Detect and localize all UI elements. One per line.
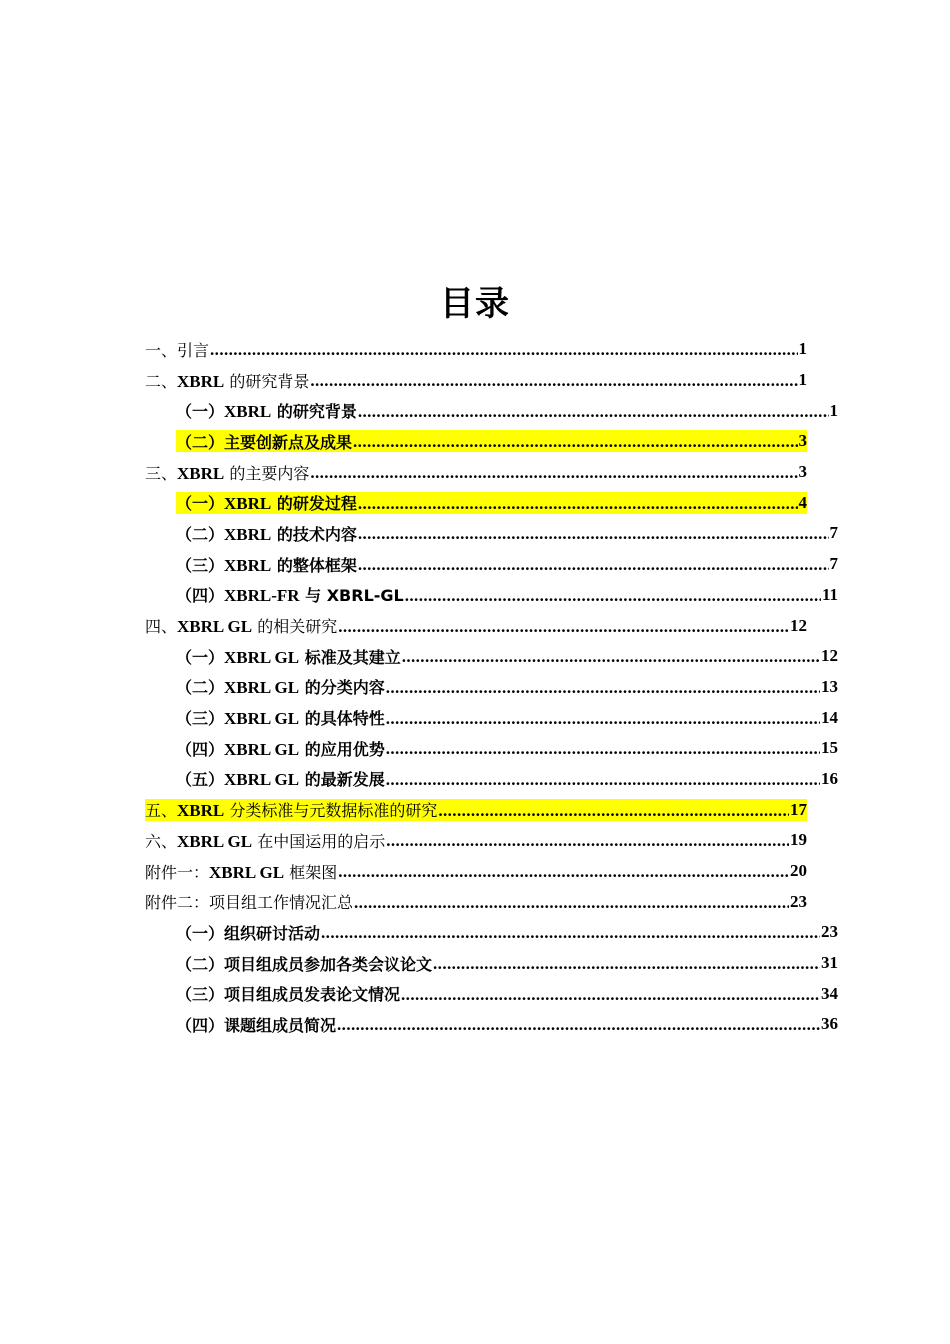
toc-entry-label (176, 982, 400, 1005)
toc-entry-prefix: 四、 (145, 617, 178, 637)
toc-entry-label (145, 614, 337, 637)
toc-entry[interactable] (145, 580, 838, 611)
toc-page-number: 23 (821, 922, 838, 942)
toc-entry-label (145, 369, 309, 392)
toc-entry[interactable] (145, 365, 807, 396)
toc-leader-dots (358, 402, 829, 422)
toc-entry-text: 标准及其建立 (299, 647, 401, 667)
toc-entry-prefix: （四） (176, 586, 225, 606)
toc-entry[interactable] (145, 886, 807, 917)
toc-entry-latin: XBRL GL (224, 709, 300, 729)
toc-page-number: 16 (821, 768, 838, 788)
toc-entry-prefix: （一） (176, 402, 225, 422)
toc-entry-label (145, 461, 309, 484)
toc-entry-label (145, 798, 437, 821)
toc-page-number: 13 (821, 676, 838, 696)
toc-entry-prefix: （五） (176, 770, 225, 790)
toc-entry-text: 的研究背景 (271, 402, 357, 422)
toc-leader-dots (401, 985, 820, 1005)
toc-entry-text: 项目组成员参加各类会议论文 (224, 954, 433, 974)
toc-entry-text: 的最新发展 (299, 770, 385, 790)
toc-entry-text: 课题组成员简况 (224, 1015, 337, 1035)
toc-entry-text: 的相关研究 (252, 617, 338, 637)
toc-entry-latin: XBRL (224, 494, 272, 514)
toc-page-number: 12 (790, 615, 807, 635)
toc-leader-dots (386, 739, 820, 759)
toc-page-number: 19 (790, 830, 807, 850)
toc-page-number: 14 (821, 707, 838, 727)
toc-entry-prefix: 六、 (145, 831, 178, 851)
toc-entry-prefix: （三） (176, 555, 225, 575)
toc-entry-label (176, 952, 432, 975)
toc-entry-prefix: （二） (176, 524, 225, 544)
toc-entry[interactable] (145, 334, 807, 365)
toc-page-number: 11 (821, 584, 838, 604)
toc-page-number: 7 (829, 523, 838, 543)
toc-entry-label (176, 491, 357, 514)
toc-page-number: 36 (821, 1014, 838, 1034)
toc-entry-prefix: （二） (176, 954, 225, 974)
toc-entry-latin: XBRL (224, 524, 272, 544)
toc-entry[interactable] (145, 457, 807, 488)
toc-entry-label (176, 767, 385, 790)
toc-entry-label (176, 706, 385, 729)
toc-entry-text: 的研发过程 (271, 494, 357, 514)
toc-entry-prefix: （一） (176, 647, 225, 667)
toc-leader-dots (338, 862, 789, 882)
toc-leader-dots (338, 617, 789, 637)
toc-leader-dots (386, 770, 820, 790)
toc-entry-label (145, 338, 209, 361)
toc-entry-prefix: 二、 (145, 371, 178, 391)
toc-entry-text: 的应用优势 (299, 739, 385, 759)
toc-entry[interactable] (145, 426, 807, 457)
toc-leader-dots (358, 524, 829, 544)
toc-entry[interactable] (145, 948, 838, 979)
toc-entry[interactable] (145, 395, 838, 426)
toc-entry-label (176, 553, 357, 576)
toc-entry[interactable] (145, 764, 838, 795)
toc-entry-text: 分类标准与元数据标准的研究 (224, 801, 438, 821)
toc-entry-latin: XBRL GL (209, 862, 285, 882)
toc-entry[interactable] (145, 825, 807, 856)
toc-entry-latin: XBRL-FR (224, 586, 300, 606)
toc-entry-latin: XBRL (177, 463, 225, 483)
toc-entry-text: 引言 (177, 340, 210, 360)
toc-entry-latin: XBRL (177, 801, 225, 821)
toc-page-number: 1 (829, 400, 838, 420)
toc-entry-text: 的整体框架 (271, 555, 357, 575)
toc-entry-label (176, 921, 320, 944)
toc-entry-label (176, 1013, 336, 1036)
toc-entry-prefix: 三、 (145, 463, 178, 483)
toc-entry-prefix: （四） (176, 1015, 225, 1035)
toc-leader-dots (354, 893, 789, 913)
toc-entry-label (176, 737, 385, 760)
toc-page-number: 4 (798, 492, 807, 512)
toc-page-number: 7 (829, 554, 838, 574)
toc-page-number: 17 (790, 799, 807, 819)
toc-entry-latin: XBRL (224, 402, 272, 422)
toc-entry-label (176, 583, 404, 606)
toc-entry-prefix: （二） (176, 432, 225, 452)
toc-page-number: 15 (821, 738, 838, 758)
toc-entry-prefix: 五、 (145, 801, 178, 821)
toc-leader-dots (438, 801, 789, 821)
toc-entry[interactable] (145, 978, 838, 1009)
toc-entry[interactable] (145, 733, 838, 764)
toc-entry-prefix: （二） (176, 678, 225, 698)
toc-leader-dots (402, 647, 820, 667)
toc-leader-dots (405, 586, 821, 606)
toc-entry-latin: XBRL (177, 371, 225, 391)
toc-leader-dots (310, 463, 797, 483)
toc-page-number: 1 (798, 370, 807, 390)
toc-entry-text: 在中国运用的启示 (252, 831, 386, 851)
toc-entry-text: 项目组工作情况汇总 (209, 893, 354, 913)
toc-entry[interactable] (145, 487, 807, 518)
toc-page-number: 3 (798, 431, 807, 451)
toc-entry[interactable] (145, 549, 838, 580)
toc-entry-label (176, 430, 352, 453)
toc-entry-prefix: 附件一： (145, 862, 210, 882)
toc-entry-text: 的主要内容 (224, 463, 310, 483)
toc-entry-text: 的技术内容 (271, 524, 357, 544)
toc-entry-text: 主要创新点及成果 (224, 432, 353, 452)
toc-entry-label (176, 399, 357, 422)
toc-entry-prefix: （三） (176, 985, 225, 1005)
toc-page-number: 3 (798, 462, 807, 482)
toc-entry-latin: XBRL GL (177, 617, 253, 637)
toc-leader-dots (310, 371, 797, 391)
toc-entry-text: 与 XBRL-GL (299, 586, 404, 606)
toc-entry-label (145, 890, 353, 913)
toc-leader-dots (386, 709, 820, 729)
toc-entry[interactable] (145, 702, 838, 733)
toc-entry-label (145, 860, 337, 883)
toc-entry-prefix: （一） (176, 923, 225, 943)
toc-entry-prefix: （三） (176, 709, 225, 729)
toc-entry-latin: XBRL (224, 555, 272, 575)
toc-leader-dots (386, 678, 820, 698)
toc-entry-text: 的具体特性 (299, 709, 385, 729)
toc-leader-dots (433, 954, 820, 974)
toc-leader-dots (358, 555, 829, 575)
toc-entry[interactable] (145, 856, 807, 887)
toc-entry-prefix: 附件二： (145, 893, 210, 913)
toc-page-number: 34 (821, 983, 838, 1003)
toc-entry-prefix: （一） (176, 494, 225, 514)
toc-entry-label (176, 675, 385, 698)
toc-leader-dots (210, 340, 797, 360)
toc-entry-label (176, 522, 357, 545)
toc-entry-label (176, 645, 401, 668)
toc-leader-dots (358, 494, 798, 514)
toc-entry[interactable] (145, 794, 807, 825)
toc-entry-text: 项目组成员发表论文情况 (224, 985, 401, 1005)
toc-page-number: 1 (798, 339, 807, 359)
toc-entry-text: 的研究背景 (224, 371, 310, 391)
toc-entry[interactable] (145, 1009, 838, 1040)
toc-entry-text: 的分类内容 (299, 678, 385, 698)
toc-entry-prefix: （四） (176, 739, 225, 759)
toc-leader-dots (386, 831, 789, 851)
toc-entry-latin: XBRL GL (224, 678, 300, 698)
toc-leader-dots (353, 432, 797, 452)
toc-entry[interactable] (145, 917, 838, 948)
toc-entry-label (145, 829, 385, 852)
toc-leader-dots (337, 1015, 820, 1035)
toc-entry-text: 框架图 (284, 862, 338, 882)
toc-entry-latin: XBRL GL (177, 831, 253, 851)
toc-entry[interactable] (145, 672, 838, 703)
toc-entry-latin: XBRL GL (224, 770, 300, 790)
toc-entry-text: 组织研讨活动 (224, 923, 321, 943)
toc-entry[interactable] (145, 641, 838, 672)
table-of-contents (145, 334, 838, 1040)
toc-page-number: 12 (821, 646, 838, 666)
toc-entry-prefix: 一、 (145, 340, 178, 360)
toc-entry-latin: XBRL GL (224, 739, 300, 759)
toc-leader-dots (321, 923, 820, 943)
toc-page-number: 23 (790, 891, 807, 911)
toc-title: 目录 (440, 284, 510, 324)
toc-page-number: 20 (790, 861, 807, 881)
toc-entry-latin: XBRL GL (224, 647, 300, 667)
toc-entry[interactable] (145, 518, 838, 549)
toc-entry[interactable] (145, 610, 807, 641)
toc-page-number: 31 (821, 953, 838, 973)
